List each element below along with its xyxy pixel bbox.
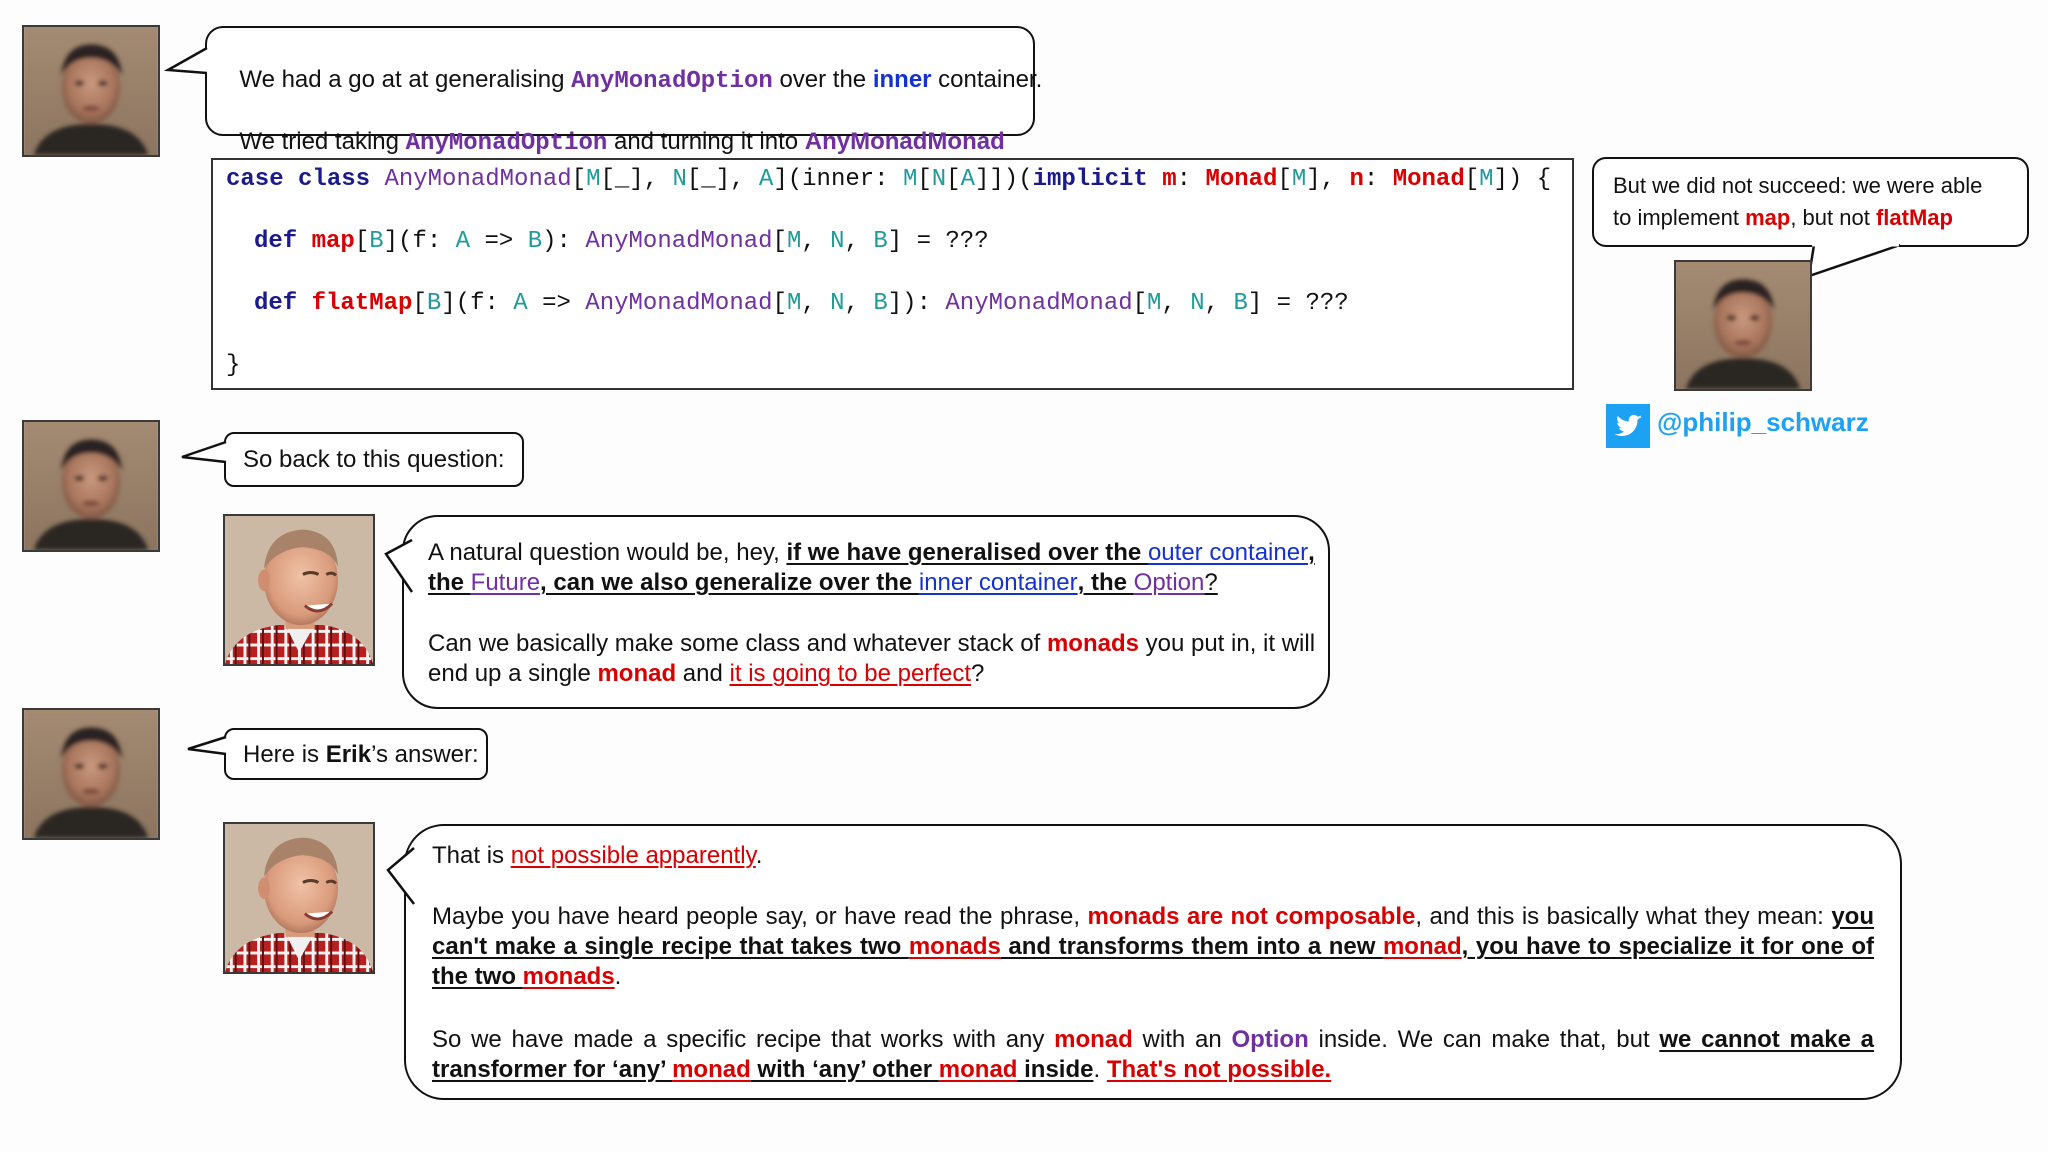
question-text: end up a single	[428, 660, 598, 687]
answer-text: , and this is basically what they mean:	[1415, 903, 1832, 930]
highlight-term: Future	[470, 569, 541, 596]
answer-intro-text	[243, 740, 479, 770]
answer-para-1	[432, 841, 762, 871]
type-param: M	[1291, 166, 1307, 193]
param-name: n	[1349, 166, 1364, 193]
highlight-term: That's not possible.	[1106, 1056, 1332, 1083]
emphasis-text: you can't make a single recipe that takes two	[432, 903, 1874, 960]
highlight-term: monads	[908, 933, 1001, 960]
type-param: A	[758, 166, 774, 193]
question-text: and	[676, 660, 730, 687]
person-photo-icon	[225, 824, 373, 972]
code-term: AnyMonadMonad	[804, 128, 1005, 155]
type-param: N	[830, 290, 845, 317]
code-punct: ,	[844, 228, 874, 255]
highlight-term: inner	[872, 66, 932, 93]
emphasis-text: , the	[1077, 569, 1134, 596]
answer-text: .	[755, 842, 763, 869]
code-punct: ](f:	[383, 228, 456, 255]
natural-question-line-3	[428, 629, 1315, 659]
highlight-term: monad	[1382, 933, 1462, 960]
philip-avatar	[22, 25, 160, 157]
code-punct: ,	[801, 290, 831, 317]
intro-text: container.	[931, 66, 1043, 93]
type-param: M	[586, 166, 601, 193]
code-punct: ]])(	[974, 166, 1033, 193]
philip-avatar	[22, 708, 160, 840]
intro-text: We had a go at at generalising	[239, 66, 572, 93]
twitter-bird-icon[interactable]	[1606, 404, 1650, 448]
code-punct: ,	[1204, 290, 1234, 317]
answer-text: .	[614, 963, 622, 990]
code-punct: ]):	[887, 290, 946, 317]
code-punct: [_],	[686, 166, 759, 193]
answer-text: inside. We can make that, but	[1308, 1026, 1660, 1053]
emphasis-text: the	[428, 569, 471, 596]
natural-question-line-4	[428, 659, 984, 689]
code-punct: [	[354, 228, 370, 255]
code-punct: =>	[527, 290, 586, 317]
code-term: AnyMonadOption	[405, 130, 608, 157]
answer-para-3	[432, 1025, 1874, 1085]
emphasis-text: we cannot make a transformer for ‘any’	[432, 1026, 1875, 1083]
method-name: map	[311, 228, 355, 255]
code-punct: [	[571, 166, 587, 193]
intro-text: over the	[779, 66, 873, 93]
code-punct: :	[1363, 166, 1393, 193]
highlight-term: monad	[597, 660, 677, 687]
code-punct: [	[1132, 290, 1148, 317]
erik-avatar	[223, 514, 375, 666]
code-punct: [	[1464, 166, 1480, 193]
natural-question-line-1	[428, 538, 1315, 568]
code-punct: [	[917, 166, 932, 193]
twitter-handle[interactable]: @philip_schwarz	[1657, 407, 1869, 437]
code-punct: [_],	[600, 166, 673, 193]
param-name: m	[1162, 166, 1177, 193]
code-punct: =>	[470, 228, 528, 255]
philip-avatar-right	[1674, 260, 1812, 391]
emphasis-text: if we have generalised over the	[786, 539, 1148, 566]
code-punct: ],	[1306, 166, 1350, 193]
answer-text: So we have made a specific recipe that works with any	[432, 1026, 1055, 1053]
highlight-term: it is going to be perfect	[729, 660, 972, 687]
code-punct: ] = ???	[1247, 290, 1349, 317]
highlight-term: not possible apparently	[510, 842, 756, 869]
type-name: Monad	[1205, 166, 1278, 193]
highlight-term: monads	[522, 963, 615, 990]
bubble-tail-answer	[386, 846, 416, 906]
code-punct: ](inner:	[773, 166, 903, 193]
code-punct: ):	[542, 228, 586, 255]
type-param: N	[672, 166, 687, 193]
type-param: M	[786, 228, 802, 255]
code-punct: [	[1277, 166, 1292, 193]
answer-text: That is	[432, 842, 511, 869]
intro-line-2	[226, 97, 1005, 159]
code-line-4: }	[226, 352, 241, 379]
answer-text: .	[1093, 1056, 1107, 1083]
method-name: map	[1745, 205, 1791, 230]
question-text: So back to this question:	[243, 446, 505, 473]
code-punct: ,	[1161, 290, 1191, 317]
code-line-2	[254, 228, 989, 255]
type-param: B	[369, 228, 384, 255]
person-photo-icon	[1676, 262, 1810, 389]
philip-avatar	[22, 420, 160, 552]
intro-line-1	[226, 35, 1042, 97]
answer-text: with an	[1132, 1026, 1232, 1053]
keyword: class	[298, 166, 371, 193]
question-text: A natural question would be, hey,	[428, 539, 787, 566]
answer-intro-part: Here is	[243, 741, 326, 768]
highlight-term: inner container	[918, 569, 1078, 596]
person-photo-icon	[24, 422, 158, 550]
type-param: A	[455, 228, 471, 255]
code-line-1	[226, 166, 1551, 193]
result-line-1: But we did not succeed: we were able	[1613, 173, 1983, 198]
type-param: M	[786, 290, 802, 317]
emphasis-text: with ‘any’ other	[750, 1056, 939, 1083]
keyword: case	[226, 166, 284, 193]
type-param: M	[1147, 290, 1162, 317]
bubble-tail-result	[1812, 243, 1902, 279]
type-name: AnyMonadMonad	[384, 166, 572, 193]
highlight-term: Option	[1231, 1026, 1309, 1053]
method-name: flatMap	[311, 290, 413, 317]
bubble-tail-intro	[166, 46, 210, 76]
emphasis-text: ,	[1308, 539, 1315, 566]
type-param: M	[1479, 166, 1494, 193]
keyword: def	[254, 228, 298, 255]
highlight-term: Option	[1133, 569, 1205, 596]
type-param: N	[931, 166, 947, 193]
erik-avatar	[223, 822, 375, 974]
highlight-term: monad	[1054, 1026, 1133, 1053]
answer-para-2	[432, 902, 1874, 992]
highlight-term: monads are not composable	[1087, 903, 1416, 930]
type-param: B	[426, 290, 442, 317]
emphasis-text: and transforms them into a new	[1000, 933, 1383, 960]
result-line-2	[1613, 204, 1953, 232]
code-term: AnyMonadOption	[571, 68, 773, 95]
type-param: A	[513, 290, 528, 317]
type-param: B	[873, 228, 888, 255]
emphasis-text: , you have to specialize it for one of the two	[432, 933, 1874, 990]
person-photo-icon	[225, 516, 373, 664]
type-param: M	[902, 166, 918, 193]
highlight-term: monad	[672, 1056, 751, 1083]
type-param: N	[830, 228, 845, 255]
code-punct: [	[772, 290, 787, 317]
emphasis-text: inside	[1017, 1056, 1094, 1083]
result-text: , but not	[1790, 205, 1876, 230]
emphasis-text: , can we also generalize over the	[540, 569, 919, 596]
type-param: B	[1233, 290, 1248, 317]
speech-bubble-result	[1592, 157, 2029, 247]
speaker-name: Erik	[325, 741, 372, 768]
bubble-tail-natural-question	[384, 538, 414, 594]
question-text: ?	[1204, 569, 1218, 596]
code-punct: [	[412, 290, 427, 317]
code-punct: ,	[801, 228, 831, 255]
question-text: you put in, it will	[1138, 630, 1316, 657]
code-punct: ] = ???	[887, 228, 989, 255]
type-param: B	[527, 228, 543, 255]
person-photo-icon	[24, 710, 158, 838]
natural-question-line-2	[428, 568, 1218, 598]
question-text: ?	[971, 660, 985, 687]
intro-text: and turning it into	[613, 128, 805, 155]
code-punct: ]) {	[1493, 166, 1552, 193]
type-param: A	[960, 166, 975, 193]
type-name: AnyMonadMonad	[585, 290, 773, 317]
code-punct: [	[946, 166, 961, 193]
type-name: Monad	[1392, 166, 1465, 193]
person-photo-icon	[24, 27, 158, 155]
question-text: Can we basically make some class and whatever stack of	[428, 630, 1047, 657]
bubble-tail-answer-intro	[186, 735, 228, 757]
bubble-tail-question	[180, 440, 228, 466]
type-name: AnyMonadMonad	[945, 290, 1133, 317]
result-text: to implement	[1613, 205, 1746, 230]
type-param: N	[1190, 290, 1205, 317]
code-punct: ](f:	[441, 290, 514, 317]
intro-text: We tried taking	[239, 128, 406, 155]
highlight-term: monad	[938, 1056, 1018, 1083]
keyword: def	[254, 290, 298, 317]
code-line-3	[254, 290, 1349, 317]
answer-text: Maybe you have heard people say, or have read the phrase,	[432, 903, 1088, 930]
highlight-term: outer container	[1147, 539, 1309, 566]
type-name: AnyMonadMonad	[585, 228, 773, 255]
keyword: implicit	[1032, 166, 1148, 193]
answer-intro-part: ’s answer:	[371, 741, 479, 768]
type-param: B	[873, 290, 888, 317]
code-punct: [	[772, 228, 787, 255]
method-name: flatMap	[1875, 205, 1953, 230]
code-punct: :	[1176, 166, 1206, 193]
code-punct: ,	[844, 290, 874, 317]
highlight-term: monads	[1046, 630, 1139, 657]
